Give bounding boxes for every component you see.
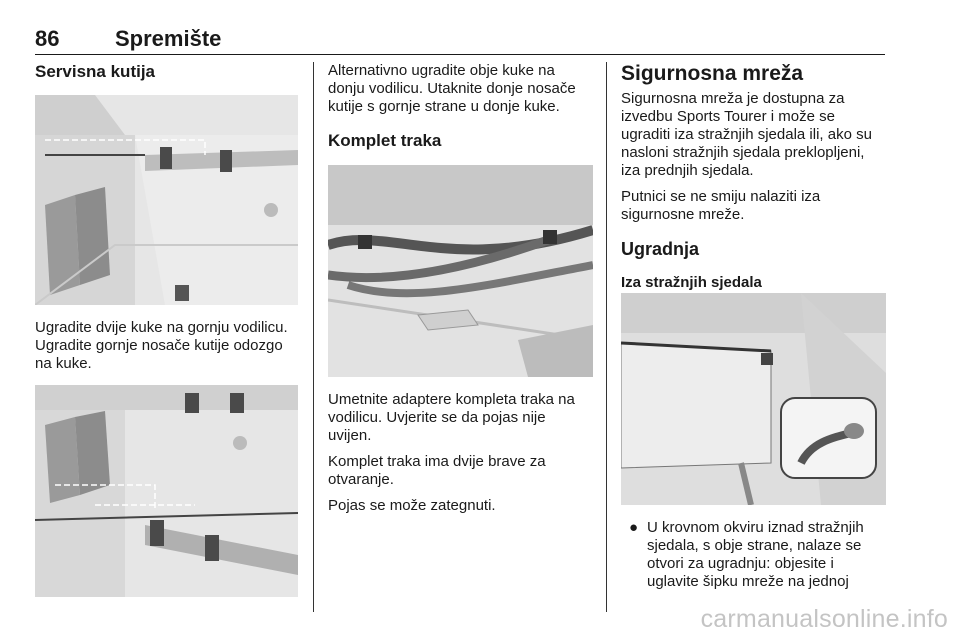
section-heading-komplet-traka: Komplet traka (328, 131, 442, 150)
column-1 (35, 62, 298, 597)
list-item (621, 519, 886, 591)
section-heading-sigurnosna-mreza: Sigurnosna mreža (621, 62, 804, 85)
paragraph-insert-adapters: Umetnite adaptere kompleta traka na vodilicu. Uvjerite se da pojas nije uvijen. (328, 391, 575, 444)
column-2 (328, 62, 593, 515)
illustration-service-box-lower (35, 385, 298, 597)
paragraph-alternative-install: Alternativno ugradite obje kuke na donju vodilicu. Utaknite donje nosače kutije s gornje strane u donje kuke. (328, 62, 576, 115)
header-rule (35, 54, 885, 55)
page-number: 86 (35, 26, 60, 51)
illustration-strap-kit (328, 165, 593, 377)
subheading-ugradnja: Ugradnja (621, 239, 700, 259)
section-heading-servisna-kutija: Servisna kutija (35, 62, 156, 81)
bullet-text-roof-frame: U krovnom okviru iznad stražnjih sjedala, s obje strane, nalaze se otvori za ugradnju: objesite i uglavite šipku mreže na jednoj (647, 519, 864, 590)
illustration-safety-net (621, 293, 886, 505)
illustration-service-box-upper (35, 95, 298, 305)
paragraph-passengers-warning: Putnici se ne smiju nalaziti iza sigurnosne mreže. (621, 188, 821, 223)
paragraph-belt-tighten: Pojas se može zategnuti. (328, 497, 496, 514)
page-header (35, 26, 885, 54)
page-title: Spremište (115, 26, 222, 51)
watermark: carmanualsonline.info (700, 605, 948, 633)
bullet-icon: ● (629, 519, 639, 536)
column-divider-2 (606, 62, 607, 612)
paragraph-install-hooks: Ugradite dvije kuke na gornju vodilicu. Ugradite gornje nosače kutije odozgo na kuke. (35, 319, 288, 372)
subheading-behind-rear-seats: Iza stražnjih sjedala (621, 274, 762, 291)
paragraph-two-locks: Komplet traka ima dvije brave za otvaranje. (328, 453, 546, 488)
column-3 (621, 62, 886, 591)
column-divider-1 (313, 62, 314, 612)
paragraph-net-availability: Sigurnosna mreža je dostupna za izvedbu Sports Tourer i može se ugraditi iza stražnjih sjedala ili, ako su nasloni stražnjih sjedala preklopljeni, iza prednjih sjedala. (621, 90, 872, 179)
